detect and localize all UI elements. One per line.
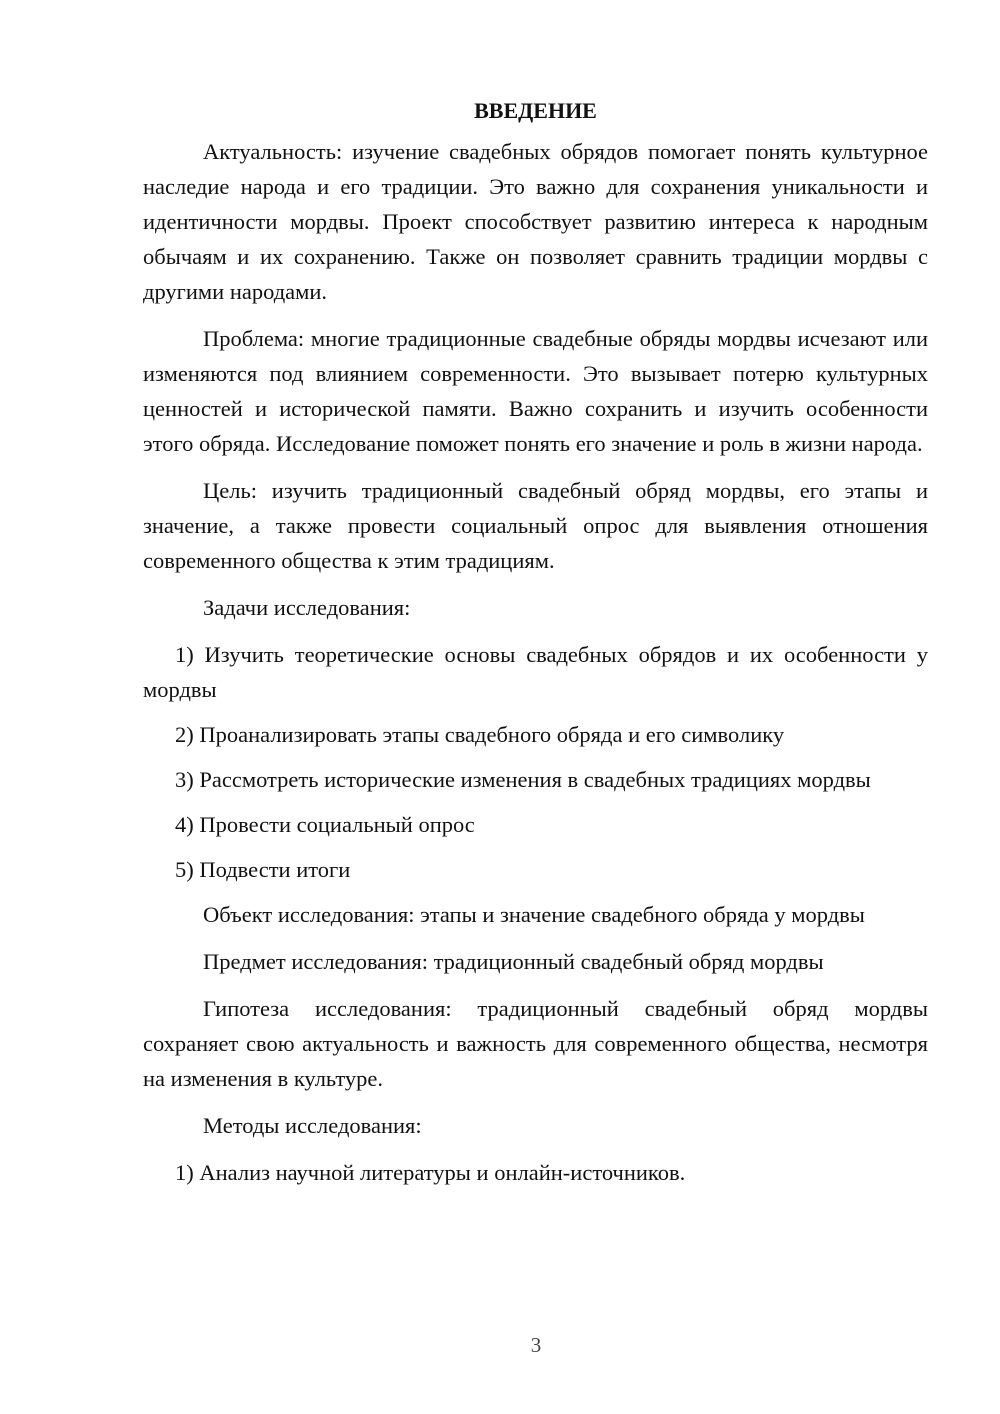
tasks-heading: Задачи исследования:: [203, 595, 411, 620]
method-item-1: 1) Анализ научной литературы и онлайн-источников.: [175, 1160, 686, 1185]
relevance-paragraph: Актуальность: изучение свадебных обрядов помогает понять культурное наследие народа и его традиции. Это важно для сохранения уникальности и идентичности мордвы. Проект способствует развитию интереса к народным обычаям и их сохранению. Также он позволяет сравнить традиции мордвы с другими народами.: [143, 139, 928, 304]
section-title: ВВЕДЕНИЕ: [474, 98, 597, 123]
goal-paragraph: Цель: изучить традиционный свадебный обряд мордвы, его этапы и значение, а также провести социальный опрос для выявления отношения современного общества к этим традициям.: [143, 478, 928, 573]
task-item-4: 4) Провести социальный опрос: [175, 812, 475, 837]
task-item-5: 5) Подвести итоги: [175, 857, 351, 882]
subject-paragraph: Предмет исследования: традиционный свадебный обряд мордвы: [203, 949, 824, 974]
methods-heading: Методы исследования:: [203, 1113, 422, 1138]
page-number: 3: [530, 1333, 542, 1357]
problem-paragraph: Проблема: многие традиционные свадебные обряды мордвы исчезают или изменяются под влиянием современности. Это вызывает потерю культурных ценностей и исторической памяти. Важно сохранить и изучить особенности этого обряда. Исследование поможет понять его значение и роль в жизни народа.: [143, 326, 928, 456]
task-item-3: 3) Рассмотреть исторические изменения в свадебных традициях мордвы: [175, 767, 871, 792]
task-item-1: 1) Изучить теоретические основы свадебных обрядов и их особенности у мордвы: [143, 642, 928, 702]
object-paragraph: Объект исследования: этапы и значение свадебного обряда у мордвы: [203, 902, 865, 927]
hypothesis-paragraph: Гипотеза исследования: традиционный свадебный обряд мордвы сохраняет свою актуальность и важность для современного общества, несмотря на изменения в культуре.: [143, 996, 928, 1091]
document-page: [143, 96, 928, 1200]
task-item-2: 2) Проанализировать этапы свадебного обряда и его символику: [175, 722, 785, 747]
